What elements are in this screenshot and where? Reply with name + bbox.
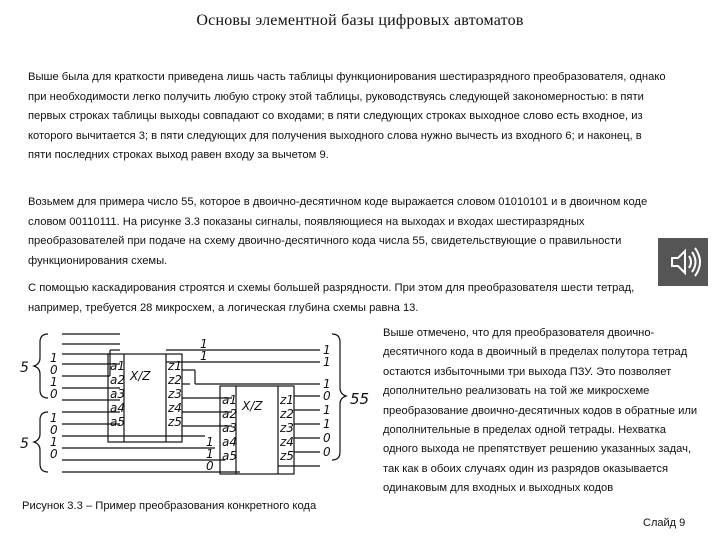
input-bit: 0 bbox=[50, 387, 58, 401]
chip2-output: z5 bbox=[280, 449, 294, 463]
chip2-input: a1 bbox=[222, 393, 237, 407]
output-bit: 1 bbox=[323, 343, 331, 357]
output-bit: 0 bbox=[323, 389, 331, 403]
chip1-output: z1 bbox=[168, 359, 182, 373]
input-bit: 0 bbox=[50, 447, 58, 461]
chip2-output: z3 bbox=[280, 421, 294, 435]
paragraph-1: Выше была для краткости приведена лишь часть таблицы функционирования шестиразрядного преобразователя, однако при необходимости легко получить любую строку этой таблицы, руководствуясь следующей закономерностью: в пяти первых строках таблицы выходы совпадают со входами; в пяти следующих строках выходное слово есть входное, из которого вычитается 3; в пяти следующих для получения выходного слова нужно вычесть из входного 6; и наконец, в пяти последних строках выход равен входу за вычетом 9. bbox=[28, 71, 666, 161]
chip1-input: a3 bbox=[110, 387, 125, 401]
figure-caption: Рисунок 3.3 – Пример преобразования конкретного кода bbox=[22, 500, 317, 512]
output-bit: 0 bbox=[323, 445, 331, 459]
chip2-input: a5 bbox=[222, 449, 237, 463]
paragraph-2: Возьмем для примера число 55, которое в двоично-десятичном коде выражается словом 01010101 и в двоичном коде словом 00110111. На рисунке 3.3 показаны сигналы, появляющиеся на выходах и входах шестиразрядных преобразователей при подаче на схему двоично-десятичного кода числа 55, свидетельствующие о правильности функционирования схемы. bbox=[28, 196, 648, 267]
conversion-circuit-diagram bbox=[20, 320, 372, 498]
chip1-input: a4 bbox=[110, 401, 125, 415]
chip2-output: z4 bbox=[280, 435, 294, 449]
paragraph-3: С помощью каскадирования строятся и схемы большей разрядности. При этом для преобразователя шести тетрад, например, требуется 28 микросхем, а логическая глубина схемы равна 13. bbox=[28, 282, 635, 314]
chip1-top-output-bit: 1 bbox=[200, 337, 208, 351]
input-bit: 1 bbox=[50, 375, 58, 389]
input-bit: 1 bbox=[50, 351, 58, 365]
output-bit: 1 bbox=[323, 355, 331, 369]
chip2-function: X/Z bbox=[242, 399, 263, 413]
chip2-input: a3 bbox=[222, 421, 237, 435]
chip1-output: z2 bbox=[168, 373, 182, 387]
chip1-output: z5 bbox=[168, 415, 182, 429]
chip1-top-output-bit: 1 bbox=[200, 349, 208, 363]
chip2-output: z2 bbox=[280, 407, 294, 421]
input-bit: 0 bbox=[50, 423, 58, 437]
output-bit: 1 bbox=[323, 417, 331, 431]
input-group-label-top: 5 bbox=[20, 360, 29, 376]
chip2-input-bit: 1 bbox=[206, 447, 214, 461]
chip1-input: a5 bbox=[110, 415, 125, 429]
output-bit: 1 bbox=[323, 377, 331, 391]
side-paragraph: Выше отмечено, что для преобразователя двоично-десятичного кода в двоичный в пределах полутора тетрад остаются избыточными три выхода ПЗУ. Это позволяет дополнительно реализовать на той же микросхеме преобразование двоично-десятичных кодов в обратные или дополнительные в пределах одной тетрады. Нехватка одного выхода не препятствует решению указанных задач, так как в обоих случаях один из разрядов оказывается одинаковым для входных и выходных кодов bbox=[383, 327, 698, 495]
slide-number: Слайд 9 bbox=[643, 517, 686, 529]
output-bit: 1 bbox=[323, 403, 331, 417]
chip1-output: z4 bbox=[168, 401, 182, 415]
chip1-function: X/Z bbox=[130, 369, 151, 383]
chip2-input-bit: 0 bbox=[206, 459, 214, 473]
chip2-input-bit: 1 bbox=[206, 435, 214, 449]
output-bit: 0 bbox=[323, 431, 331, 445]
chip2-input: a2 bbox=[222, 407, 237, 421]
input-bit: 1 bbox=[50, 411, 58, 425]
input-group-label-bottom: 5 bbox=[20, 436, 29, 452]
speaker-icon[interactable] bbox=[658, 238, 708, 286]
chip1-input: a2 bbox=[110, 373, 125, 387]
chip1-output: z3 bbox=[168, 387, 182, 401]
chip2-input: a4 bbox=[222, 435, 237, 449]
chip1-input: a1 bbox=[110, 359, 125, 373]
output-value-label: 55 bbox=[350, 390, 370, 408]
input-bit: 0 bbox=[50, 363, 58, 377]
chip2-output: z1 bbox=[280, 393, 294, 407]
page-title: Основы элементной базы цифровых автоматов bbox=[196, 12, 524, 29]
input-bit: 1 bbox=[50, 435, 58, 449]
